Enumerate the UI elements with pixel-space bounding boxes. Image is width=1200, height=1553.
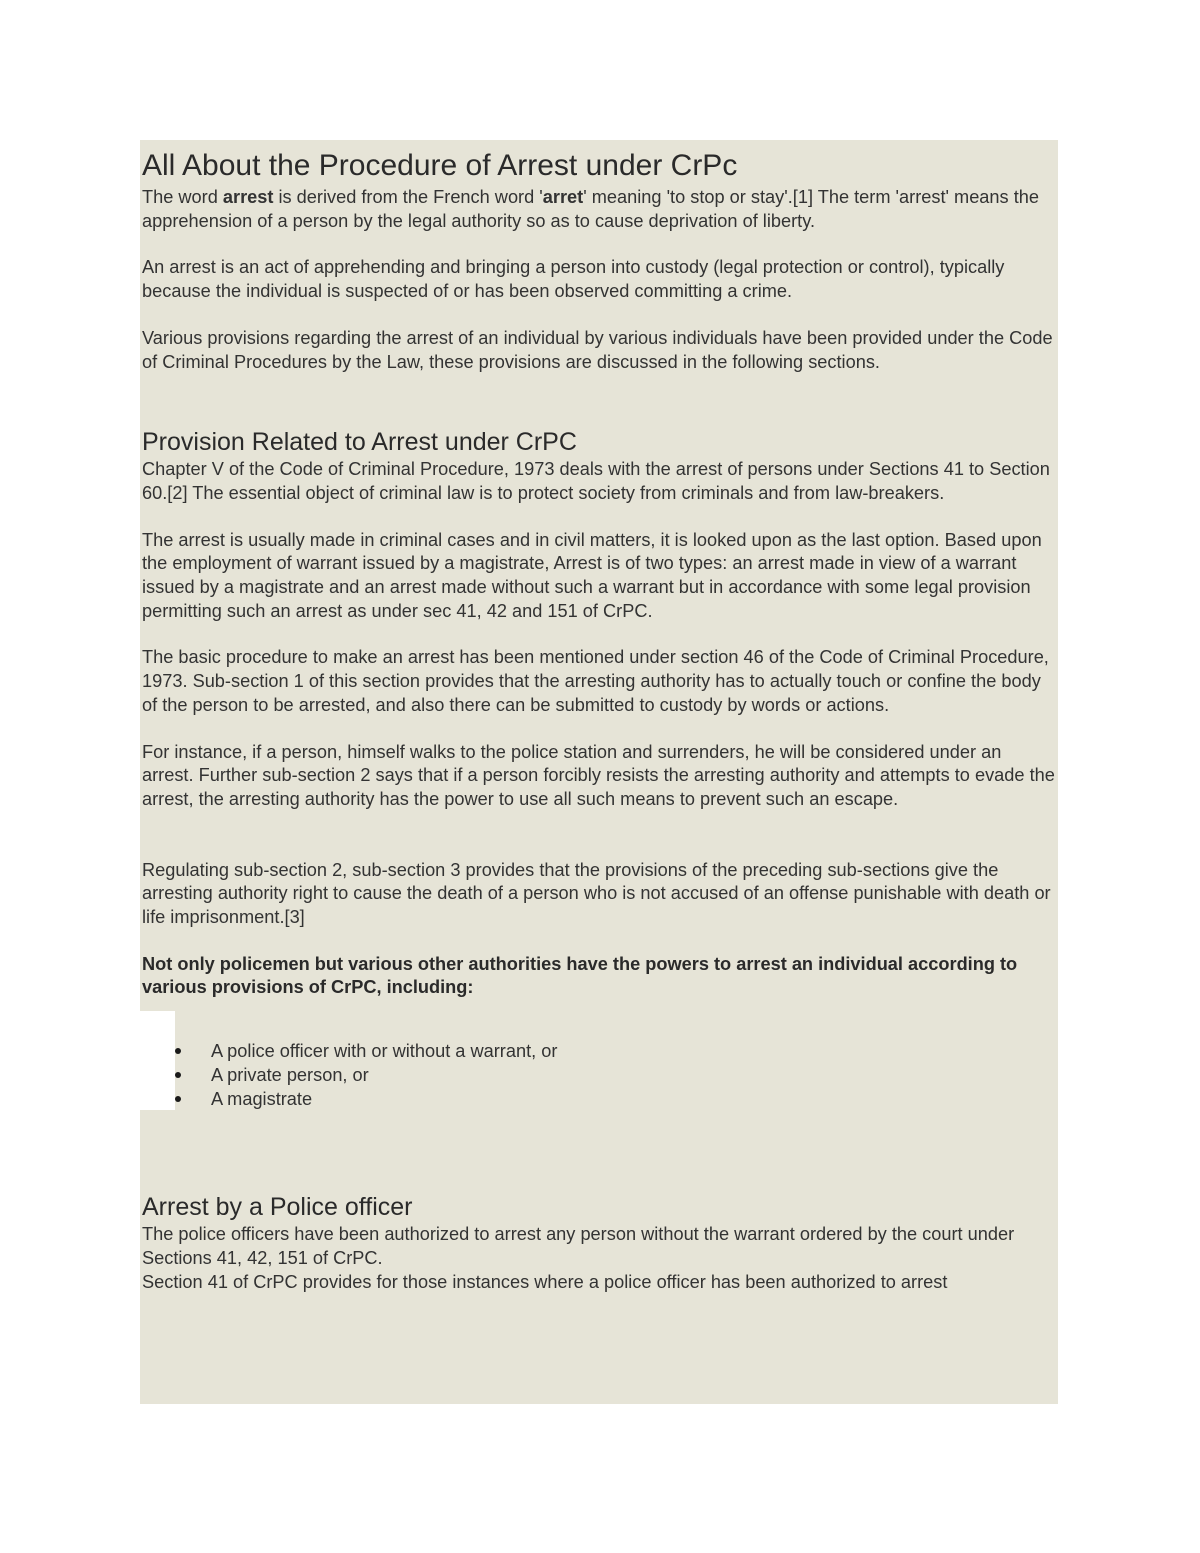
list-item-text: A police officer with or without a warrant, or [211,1041,558,1062]
bullet-icon [175,1072,181,1078]
document-title: All About the Procedure of Arrest under CrPc [142,149,738,182]
intro-paragraph-2: An arrest is an act of apprehending and bringing a person into custody (legal protection or control), typically because the individual is suspected of or has been observed committing a crime. [142,257,1005,302]
police-paragraph-1: The police officers have been authorized to arrest any person without the warrant ordered by the court under Sections 41, 42, 151 of CrPC. [142,1224,1015,1268]
police-paragraph-2: Section 41 of CrPC provides for those instances where a police officer has been authorized to arrest [142,1271,948,1292]
term-arrest: arrest [222,187,274,207]
provision-paragraph-4: For instance, if a person, himself walks to the police station and surrenders, he will be considered under an arrest. Further sub-section 2 says that if a person forcibly resists the arresting authority and attempts to evade the arrest, the arresting authority has the power to use all such means to prevent such an escape. [142,741,1055,809]
intro-paragraph-3: Various provisions regarding the arrest of an individual by various individuals have been provided under the Code of Criminal Procedures by the Law, these provisions are discussed in the following sections. [142,327,1053,372]
intro-paragraph-1 [142,186,1056,233]
term-arret: arret [542,187,584,207]
provision-paragraph-1: Chapter V of the Code of Criminal Procedure, 1973 deals with the arrest of persons under Sections 41 to Section 60.[2] The essential object of criminal law is to protect society from criminals and from law-breakers. [142,459,1050,503]
bullet-icon [175,1096,181,1102]
provision-paragraph-2: The arrest is usually made in criminal cases and in civil matters, it is looked upon as the last option. Based upon the employment of warrant issued by a magistrate, Arrest is of two types: an arrest made in view of a warrant issued by a magistrate and an arrest made without such a warrant but in accordance with some legal provision permitting such an arrest as under sec 41, 42 and 151 of CrPC. [142,529,1042,621]
intro-text-2: is derived from the French word ' [273,187,543,207]
provision-heading: Provision Related to Arrest under CrPC [142,428,577,457]
provision-paragraph-5: Regulating sub-section 2, sub-section 3 provides that the provisions of the preceding sub-sections give the arresting authority right to cause the death of a person who is not accused of an offense punishable with death or life imprisonment.[3] [142,859,1051,928]
list-item [142,1087,1056,1111]
bullet-icon [175,1048,181,1054]
provision-paragraph-3: The basic procedure to make an arrest has been mentioned under section 46 of the Code of Criminal Procedure, 1973. Sub-section 1 of this section provides that the arresting authority has to actually touch or confine the body of the person to be arrested, and also there can be submitted to custody by words or actions. [142,647,1049,715]
list-item-text: A private person, or [211,1065,369,1086]
authority-list [142,1039,1056,1111]
police-officer-heading: Arrest by a Police officer [142,1193,413,1222]
authorities-intro: Not only policemen but various other authorities have the powers to arrest an individual according to various provisions of CrPC, including: [142,953,1018,998]
list-item [142,1063,1056,1087]
list-item [142,1039,1056,1063]
document-content [140,140,1058,1404]
authority-list-wrapper [142,1011,1056,1111]
intro-text-1: The word [142,187,223,207]
intro-text-3: ' meaning 'to stop or stay'.[1] The term 'arrest' means the apprehension of a person by the legal authority so as to cause deprivation of liberty. [142,187,1039,231]
list-item-text: A magistrate [211,1089,313,1110]
